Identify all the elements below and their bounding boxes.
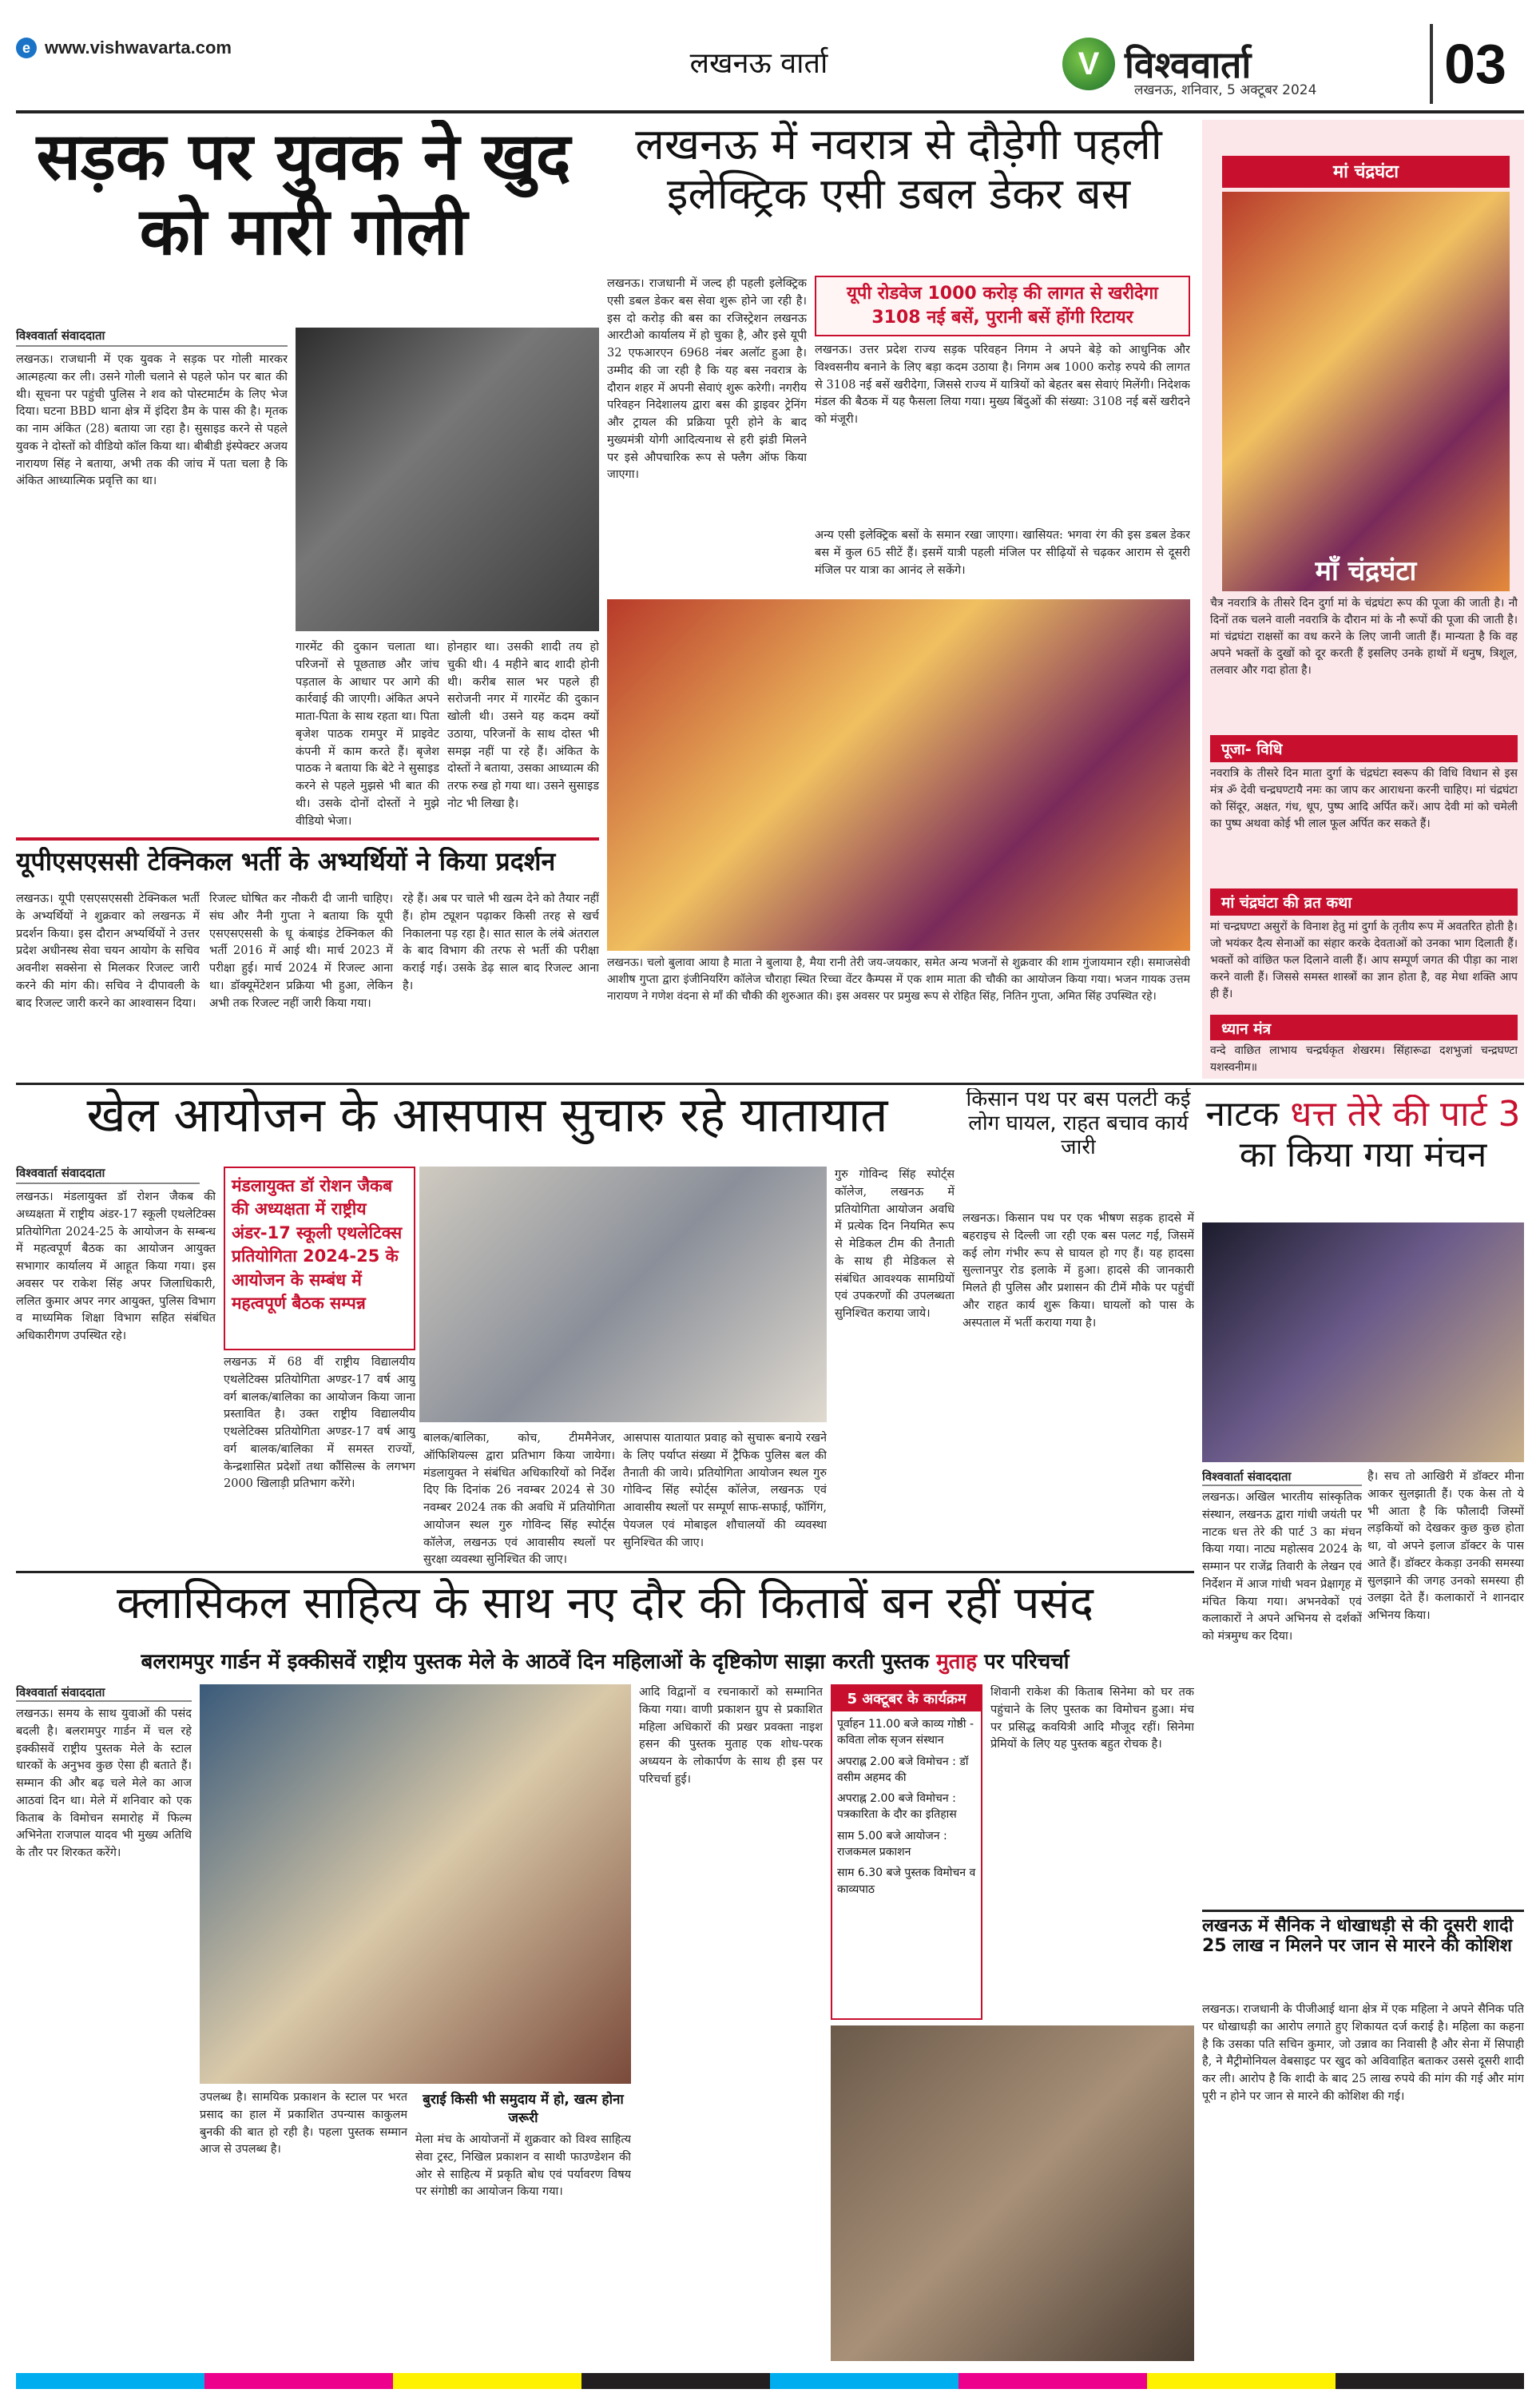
story3-col2: रिजल्ट घोषित कर नौकरी दी जानी चाहिए। संघ और नैनी गुप्ता ने बताया कि यूपी एसएसएससी के धू कंबाइंड टेक्निकल की भर्ती 2016 में आई थी। मार्च 2023 में परीक्षा हुई। मार्च 2024 में रिजल्ट आना था। डॉक्यूमेंटेशन प्रक्रिया भी हुआ, लेकिन अभी तक रिजल्ट नहीं जारी किया गया। <box>209 892 393 1010</box>
story6-headline-post: का किया गया मंचन <box>1239 1134 1487 1175</box>
story2-sub-box: यूपी रोडवेज 1000 करोड़ की लागत से खरीदेगा 3108 नई बसें, पुरानी बसें होंगी रिटायर <box>815 276 1190 336</box>
puja-vidhi-title: पूजा- विधि <box>1210 735 1518 762</box>
print-color-strip <box>16 2373 1524 2389</box>
section-divider-2 <box>16 1571 1194 1573</box>
story6-byline: विश्ववार्ता संवाददाता <box>1202 1469 1362 1486</box>
masthead-divider <box>16 110 1524 113</box>
vrat-katha-title: मां चंद्रघंटा की व्रत कथा <box>1210 888 1518 916</box>
story7-subhead-red: मुताह <box>936 1650 978 1674</box>
section-divider-1 <box>16 1083 1524 1085</box>
meeting-photo <box>419 1167 827 1422</box>
navratri-intro: चैत्र नवरात्रि के तीसरे दिन दुर्गा मां के चंद्रघंटा रूप की पूजा की जाती है। नौ दिनों तक चलने वाली नवरात्रि के दौरान मां के नौ रूपों की पूजा की जाती है। मां चंद्रघंटा राक्षसों का वध करने के लिए जानी जाती हैं। मान्यता है कि वह अपने भक्तों के दुखों को दूर करती हैं इसलिए उनके हाथों में धनुष, त्रिशूल, तलवार और गदा होता है। <box>1210 597 1518 677</box>
website-url[interactable] <box>16 32 375 64</box>
story2-headline: लखनऊ में नवरात्र से दौड़ेगी पहली इलेक्ट्रिक एसी डबल डेकर बस <box>635 120 1162 220</box>
logo-v-icon: V <box>1062 38 1115 90</box>
story4-col1: लखनऊ। मंडलायुक्त डॉ रोशन जैकब की अध्यक्षता में राष्ट्रीय अंडर-17 स्कूली एथलेटिक्स प्रतियोगिता 2024-25 के आयोजन के सम्बन्ध में महत्वपूर्ण बैठक का आयोजन आयुक्त सभागार कार्यालय में आहूत किया गया। इस अवसर पर राकेश सिंह अपर जिलाधिकारी, ललित कुमार अपर नगर आयुक्त, पुलिस विभाग व माध्यमिक शिक्षा विभाग सहित संबंधित अधिकारीगण उपस्थित रहे। <box>16 1191 216 1342</box>
story7-subsection: बुराई किसी भी समुदाय में हो, खत्म होना जरूरी <box>423 2092 624 2126</box>
black-swatch <box>581 2373 770 2389</box>
section-title: लखनऊ वार्ता <box>689 47 828 80</box>
browser-e-icon: e <box>16 38 37 58</box>
magenta-swatch <box>204 2373 393 2389</box>
story6-col2: है। सच तो आखिरी में डॉक्टर मीना आकर सुलझाती हैं। एक केस तो ये भी आता है कि फौलादी जिस्मों लड़कियों को देखकर कुछ कुछ होता था, वो अपने इलाज डॉक्टर के पास आते हैं। डॉक्टर केकड़ा उनकी समस्या सुलझाने की जगह उनको समस्या ही उलझा देते हैं। कलाकारों ने शानदार अभिनय किया। <box>1367 1470 1524 1622</box>
puja-vidhi-text: नवरात्रि के तीसरे दिन माता दुर्गा के चंद्रघंटा स्वरूप की विधि विधान से इस मंत्र ॐ देवी चन्द्रघण्टायै नमः का जाप कर आराधना करनी चाहिए। मां चंद्रघंटा को सिंदूर, अक्षत, गंध, धूप, पुष्प आदि अर्पित करें। आप देवी मां को चमेली का पुष्प अथवा कोई भी लाल फूल अर्पित कर सकते हैं। <box>1210 767 1518 830</box>
story7-subhead-pre: बलरामपुर गार्डन में इक्कीसवें राष्ट्रीय पुस्तक मेले के आठवें दिन महिलाओं के दृष्टिकोण साझा करती पुस्तक <box>141 1650 937 1674</box>
navratri-title: मां चंद्रघंटा <box>1222 156 1510 188</box>
events-box <box>831 1684 982 2020</box>
story6-headline <box>1202 1095 1524 1214</box>
story4-byline: विश्ववार्ता संवाददाता <box>16 1165 200 1184</box>
story2-col3: अन्य एसी इलेक्ट्रिक बसों के समान रखा जाएगा। खासियत: भगवा रंग की इस डबल डेकर बस में कुल 65 सीटें हैं। इसमें यात्री पहली मंजिल पर सीढ़ियों से चढ़कर आराम से दूसरी मंजिल पर यात्रा का आनंद ले सकेंगे। <box>815 529 1190 577</box>
black-swatch <box>1336 2373 1524 2389</box>
story7-subhead <box>16 1646 1194 1678</box>
events-title: 5 अक्टूबर के कार्यक्रम <box>832 1686 981 1711</box>
story3-col1: लखनऊ। यूपी एसएसएससी टेक्निकल भर्ती के अभ्यर्थियों ने शुक्रवार को लखनऊ में प्रदर्शन किया। इस दौरान अभ्यर्थियों ने उत्तर प्रदेश अधीनस्थ सेवा चयन आयोग के सचिव अवनीश सक्सेना से मिलकर रिजल्ट जारी करने की मांग की। सचिव ने दीपावली के बाद रिजल्ट जारी करने का आश्वासन दिया। <box>16 892 200 1010</box>
goddess-image-caption: माँ चंद्रघंटा <box>1315 555 1417 587</box>
event-item: अपराह्न 2.00 बजे विमोचन : पत्रकारिता के दौर का इतिहास <box>837 1792 957 1822</box>
event-item: साम 6.30 बजे पुस्तक विमोचन व काव्यपाठ <box>837 1866 976 1896</box>
story7-subhead-post: पर परिचर्चा <box>977 1650 1070 1674</box>
cyan-swatch <box>16 2373 204 2389</box>
story4-headline: खेल आयोजन के आसपास सुचारु रहे यातायात <box>86 1088 888 1143</box>
story7-byline: विश्ववार्ता संवाददाता <box>16 1684 192 1702</box>
event-item: पूर्वाहन 11.00 बजे काव्य गोष्ठी - कविता लोक सृजन संस्थान <box>837 1718 974 1747</box>
story5-headline: किसान पथ पर बस पलटी कई लोग घायल, राहत बचाव कार्य जारी <box>966 1088 1191 1159</box>
story8-headline: लखनऊ में सैनिक ने धोखाधड़ी से की दूसरी शादी 25 लाख न मिलने पर जान से मारने की कोशिश <box>1202 1916 1514 1957</box>
story2-col2: लखनऊ। उत्तर प्रदेश राज्य सड़क परिवहन निगम ने अपने बेड़े को आधुनिक और विश्वसनीय बनाने के लिए बड़ा कदम उठाया है। निगम अब 1000 करोड़ रुपये की लागत से 3108 नई बसें खरीदेगा, जिससे राज्य में यात्रियों को बेहतर बस सेवाएं मिलेंगी। निदेशक मंडल की बैठक में यह फैसला लिया गया। मुख्य बिंदुओं की संख्या: 3108 नई बसें खरीदने को मंजूरी। <box>815 344 1190 426</box>
story1-byline: विश्ववार्ता संवाददाता <box>16 328 288 347</box>
vrat-katha-text: मां चन्द्रघण्टा असुरों के विनाश हेतु मां दुर्गा के तृतीय रूप में अवतरित होती है। जो भयंकर दैत्य सेनाओं का संहार करके देवताओं को उनका भाग दिलाती हैं। भक्तों को वांछित फल दिलाने वाली हैं। आप सम्पूर्ण जगत की पीड़ा का नाश करने वाली हैं। जिससे समस्त शास्त्रों का ज्ञान होता है, वह मेधा शक्ति आप ही हैं। <box>1210 920 1518 1000</box>
magenta-swatch <box>959 2373 1147 2389</box>
story7-col1: लखनऊ। समय के साथ युवाओं की पसंद बदली है। बलरामपुर गार्डन में चल रहे इक्कीसवें राष्ट्रीय पुस्तक मेले के स्टाल धारकों के अनुभव कुछ ऐसा ही बताते हैं। सम्मान की और बढ़ चले मेले का आज आठवां दिन था। मेले में शनिवार को एक किताब के विमोचन समारोह में फिल्म अभिनेता राजपाल यादव भी मुख्य अतिथि के तौर पर शिरकत करेंगे। <box>16 1707 192 1859</box>
story5-text: लखनऊ। किसान पथ पर एक भीषण सड़क हादसे में बहराइच से दिल्ली जा रही एक बस पलट गई, जिसमें कई लोग गंभीर रूप से घायल हो गए हैं। यह हादसा सुल्तानपुर रोड इलाके में हुआ। हादसे की जानकारी मिलते ही पुलिस और प्रशासन की टीमें मौके पर पहुंचीं और राहत कार्य शुरू किया। घायलों को पास के अस्पताल में भर्ती कराया गया है। <box>963 1212 1194 1330</box>
dhyan-mantra-title: ध्यान मंत्र <box>1210 1015 1518 1040</box>
story4-col4: आसपास यातायात प्रवाह को सुचारू बनाये रखने के लिए पर्याप्त संख्या में ट्रैफिक पुलिस बल की तैनाती की जाये। प्रतियोगिता आयोजन स्थल गुरु गोविन्द सिंह स्पोर्ट्स कॉलेज, लखनऊ एवं आवासीय स्थलों पर सम्पूर्ण साफ-सफाई, फॉगिंग, पेयजल एवं मोबाइल शौचालयों की व्यवस्था सुनिश्चित की जाए। <box>623 1432 827 1549</box>
event-item: अपराह्न 2.00 बजे विमोचन : डॉ वसीम अहमद की <box>837 1755 969 1784</box>
story1-col3: होनहार था। उसकी शादी तय हो चुकी थी। 4 महीने बाद शादी होनी थी। करीब साल भर पहले ही सरोजनी नगर में गारमेंट की दुकान खोली थी। उसने यह कदम क्यों उठाया, परिजनों के साथ दोस्त भी समझ नहीं पा रहे हैं। अंकित के दोस्तों ने बताया, उसका आध्यात्म की तरफ रुख हो गया था। उसने सुसाइड नोट भी लिखा है। <box>447 641 599 810</box>
story1-headline: सड़क पर युवक ने खुद को मारी गोली <box>36 120 571 271</box>
goddess-chandraghanta-image <box>1222 192 1510 591</box>
story2-col1: लखनऊ। राजधानी में जल्द ही पहली इलेक्ट्रिक एसी डबल डेकर बस सेवा शुरू होने जा रही है। इस दो करोड़ की बस का रजिस्ट्रेशन लखनऊ आरटीओ कार्यालय में हो चुका है, और इसे यूपी 32 एफआरएन 6968 नंबर अलॉट हुआ है। उम्मीद की जा रही है कि यह बस नवरात्र के दौरान शहर में अपनी सेवाएं शुरू करेगी। नगरीय परिवहन निदेशालय द्वारा बस की ड्राइवर ट्रेनिंग और ट्रायल की प्रक्रिया पूरी होने के बाद मुख्यमंत्री योगी आदित्यनाथ से हरी झंडी मिलने पर इसे औपचारिक रूप से फ्लैग ऑफ किया जाएगा। <box>607 277 807 482</box>
cyan-swatch <box>770 2373 959 2389</box>
story3-rule <box>16 837 599 841</box>
story6-col1: लखनऊ। अखिल भारतीय सांस्कृतिक संस्थान, लखनऊ द्वारा गांधी जयंती पर नाटक धत्त तेरे की पार्ट 3 का मंचन किया गया। नाट्य महोत्सव 2024 के सम्मान पर राजेंद्र तिवारी के लेखन एवं निर्देशन में आज गांधी भवन प्रेक्षागृह में मंचित किया गया। अभनवेकों एवं कलाकारों ने अपने अभिनय से दर्शकों को मंत्रमुग्ध कर दिया। <box>1202 1491 1362 1643</box>
story8-text: लखनऊ। राजधानी के पीजीआई थाना क्षेत्र में एक महिला ने अपने सैनिक पति पर धोखाधड़ी का आरोप लगाते हुए शिकायत दर्ज कराई है। महिला का कहना है कि उसका पति सचिन कुमार, जो उन्नाव का निवासी है और सेना में सिपाही है, ने मैट्रीमोनियल वेबसाइट पर खुद को अविवाहित बताकर उससे दूसरी शादी कर ली। आरोप है कि शादी के बाद 25 लाख रुपये की मांग की गई और मांग पूरी न होने पर जान से मारने की कोशिश की गई। <box>1202 2003 1524 2103</box>
story4-col3: बालक/बालिका, कोच, टीममैनेजर, ऑफिशियल्स द्वारा प्रतिभाग किया जायेगा। मंडलायुक्त ने संबंधित अधिकारियों को निर्देश दिए कि दिनांक 26 नवम्बर 2024 से 30 नवम्बर 2024 तक की अवधि में प्रतियोगिता आयोजन स्थल गुरु गोविन्द सिंह स्पोर्ट्स कॉलेज, लखनऊ एवं आवासीय स्थलों पर सुरक्षा व्यवस्था सुनिश्चित की जाए। <box>423 1432 615 1566</box>
story6-headline-red: धत्त तेरे की पार्ट 3 <box>1290 1095 1521 1135</box>
story2-caption: लखनऊ। चलो बुलावा आया है माता ने बुलाया है, मैया रानी तेरी जय-जयकार, समेत अन्य भजनों से शुक्रवार की शाम गुंजायमान रही। समाजसेवी आशीष गुप्ता द्वारा इंजीनियरिंग कॉलेज चौराहा स्थित रिच्चा वेंटर कैम्पस में एक शाम माता की चौकी का आयोजन किया गया। भजन गायक उत्तम नारायण ने गणेश वंदना से माँ की चौकी की शुरुआत की। इस अवसर पर प्रमुख रूप से रोहित सिंह, नितिन गुप्ता, अमित सिंह उपस्थित रहे। <box>607 956 1190 1003</box>
story7-col3: आदि विद्वानों व रचनाकारों को सम्मानित किया गया। वाणी प्रकाशन ग्रुप से प्रकाशित महिला अधिकारों की प्रखर प्रवक्ता नाइश हसन की पुस्तक मुताह एक शोध-परक अध्ययन के लोकार्पण के साथ ही इस पर परिचर्चा हुई। <box>639 1686 823 1786</box>
story4-highlight-box: मंडलायुक्त डॉ रोशन जैकब की अध्यक्षता में राष्ट्रीय अंडर-17 स्कूली एथलेटिक्स प्रतियोगिता 2024-25 के आयोजन के सम्बंध में महत्वपूर्ण बैठक सम्पन्न <box>224 1167 415 1350</box>
yellow-swatch <box>393 2373 581 2389</box>
story7-col2: उपलब्ध है। सामयिक प्रकाशन के स्टाल पर भरत प्रसाद का हाल में प्रकाशित उपन्यास काकुलम बुनकी की बात हो रही है। पहला पुस्तक सम्मान आज से उपलब्ध है। <box>200 2091 407 2157</box>
logo-name: विश्ववार्ता <box>1125 43 1252 86</box>
yellow-swatch <box>1147 2373 1336 2389</box>
story3-headline: यूपीएसएससी टेक्निकल भर्ती के अभ्यर्थियों ने किया प्रदर्शन <box>16 847 556 877</box>
website-url-text: www.vishwavarta.com <box>45 38 232 58</box>
story1-col2: गारमेंट की दुकान चलाता था। परिजनों से पूछताछ और जांच पड़ताल के आधार पर आगे की कार्रवाई की जाएगी। अंकित अपने माता-पिता के साथ रहता था। पिता बृजेश पाठक रामपुर में प्राइवेट कंपनी में काम करते हैं। बृजेश पाठक ने बताया कि बेटे ने सुसाइड करने से पहले मुझसे भी बात की थी। उसके दोनों दोस्तों ने मुझे वीडियो भेजा। <box>296 641 439 828</box>
story7-col3b: मेला मंच के आयोजनों में शुक्रवार को विश्व साहित्य सेवा ट्रस्ट, निखिल प्रकाशन व साथी फाउण्डेशन की ओर से साहित्य में प्रकृति बोध एवं पर्यावरण विषय पर संगोष्ठी का आयोजन किया गया। <box>415 2133 631 2199</box>
story4-col2: लखनऊ में 68 वीं राष्ट्रीय विद्यालयीय एथलेटिक्स प्रतियोगिता अण्डर-17 वर्ष आयु वर्ग बालक/बालिका का आयोजन किया जाना प्रस्तावित है। उक्त राष्ट्रीय विद्यालयीय एथलेटिक्स प्रतियोगिता अण्डर-17 वर्ष आयु वर्ग बालक/बालिका में समस्त राज्यों, केन्द्रशासित प्रदेशों तथा कौंसिल्स के लगभग 2000 खिलाड़ी प्रतिभाग करेंगे। <box>224 1356 415 1491</box>
story7-col4: शिवानी राकेश की किताब सिनेमा को घर तक पहुंचाने के लिए पुस्तक का विमोचन हुआ। मंच पर प्रसिद्ध कवयित्री आदि मौजूद रहीं। सिनेमा प्रेमियों के लिए यह पुस्तक बहुत रोचक है। <box>990 1686 1194 1751</box>
dhyan-mantra-text: वन्दे वाछित लाभाय चन्द्रर्घकृत शेखरम। सिंहारूढा दशभुजां चन्द्रघण्टा यशस्वनीम॥ <box>1210 1044 1518 1074</box>
story4-col5: गुरु गोविन्द सिंह स्पोर्ट्स कॉलेज, लखनऊ में प्रतियोगिता आयोजन अवधि में प्रत्येक दिन नियमित रूप से मेडिकल टीम की तैनाती के साथ ही मेडिकल से संबंधित आवश्यक सामग्रियों एवं उपकरणों की उपलब्धता सुनिश्चित कराया जाये। <box>835 1168 955 1320</box>
book-launch-photo <box>831 2025 1194 2361</box>
story8-rule <box>1202 1910 1524 1912</box>
story1-col1: लखनऊ। राजधानी में एक युवक ने सड़क पर गोली मारकर आत्महत्या कर ली। उसने गोली चलाने से पहले फोन पर बात की थी। सूचना पर पहुंची पुलिस ने शव को पोस्टमार्टम के लिए भेज दिया। घटना BBD थाना क्षेत्र में इंदिरा डैम के पास की है। मृतक का नाम अंकित (28) बताया जा रहा है। सुसाइड करने से पहले युवक ने दोस्तों को वीडियो कॉल किया था। बीबीडी इंस्पेक्टर अजय नारायण सिंह ने बताया, अभी तक की जांच में पता चला है कि अंकित आध्यात्मिक प्रवृत्ति का था। <box>16 353 288 488</box>
story7-headline: क्लासिकल साहित्य के साथ नए दौर की किताबें बन रहीं पसंद <box>116 1578 1094 1629</box>
motorcycle-photo <box>296 328 599 631</box>
story6-headline-pre: नाटक <box>1205 1095 1291 1135</box>
play-stage-photo <box>1202 1222 1524 1462</box>
dateline: लखनऊ, शनिवार, 5 अक्टूबर 2024 <box>1134 82 1317 98</box>
story3-col3: रहे हैं। अब पर चाले भी खत्म देने को तैयार नहीं हैं। होम ट्यूशन पढ़ाकर किसी तरह से खर्च निकालना पड़ रहा है। सात साल के लंबे अंतराल के बाद विभाग की तरफ से भर्ती की परीक्षा कराई गई। उसके डेढ़ साल बाद रिजल्ट आना है। <box>403 892 599 992</box>
page-number: 03 <box>1430 24 1518 104</box>
book-fair-photo <box>200 1684 631 2084</box>
event-item: साम 5.00 बजे आयोजन : राजकमल प्रकाशन <box>837 1829 947 1859</box>
events-list <box>832 1711 981 1907</box>
navratri-chowki-photo <box>607 599 1190 951</box>
